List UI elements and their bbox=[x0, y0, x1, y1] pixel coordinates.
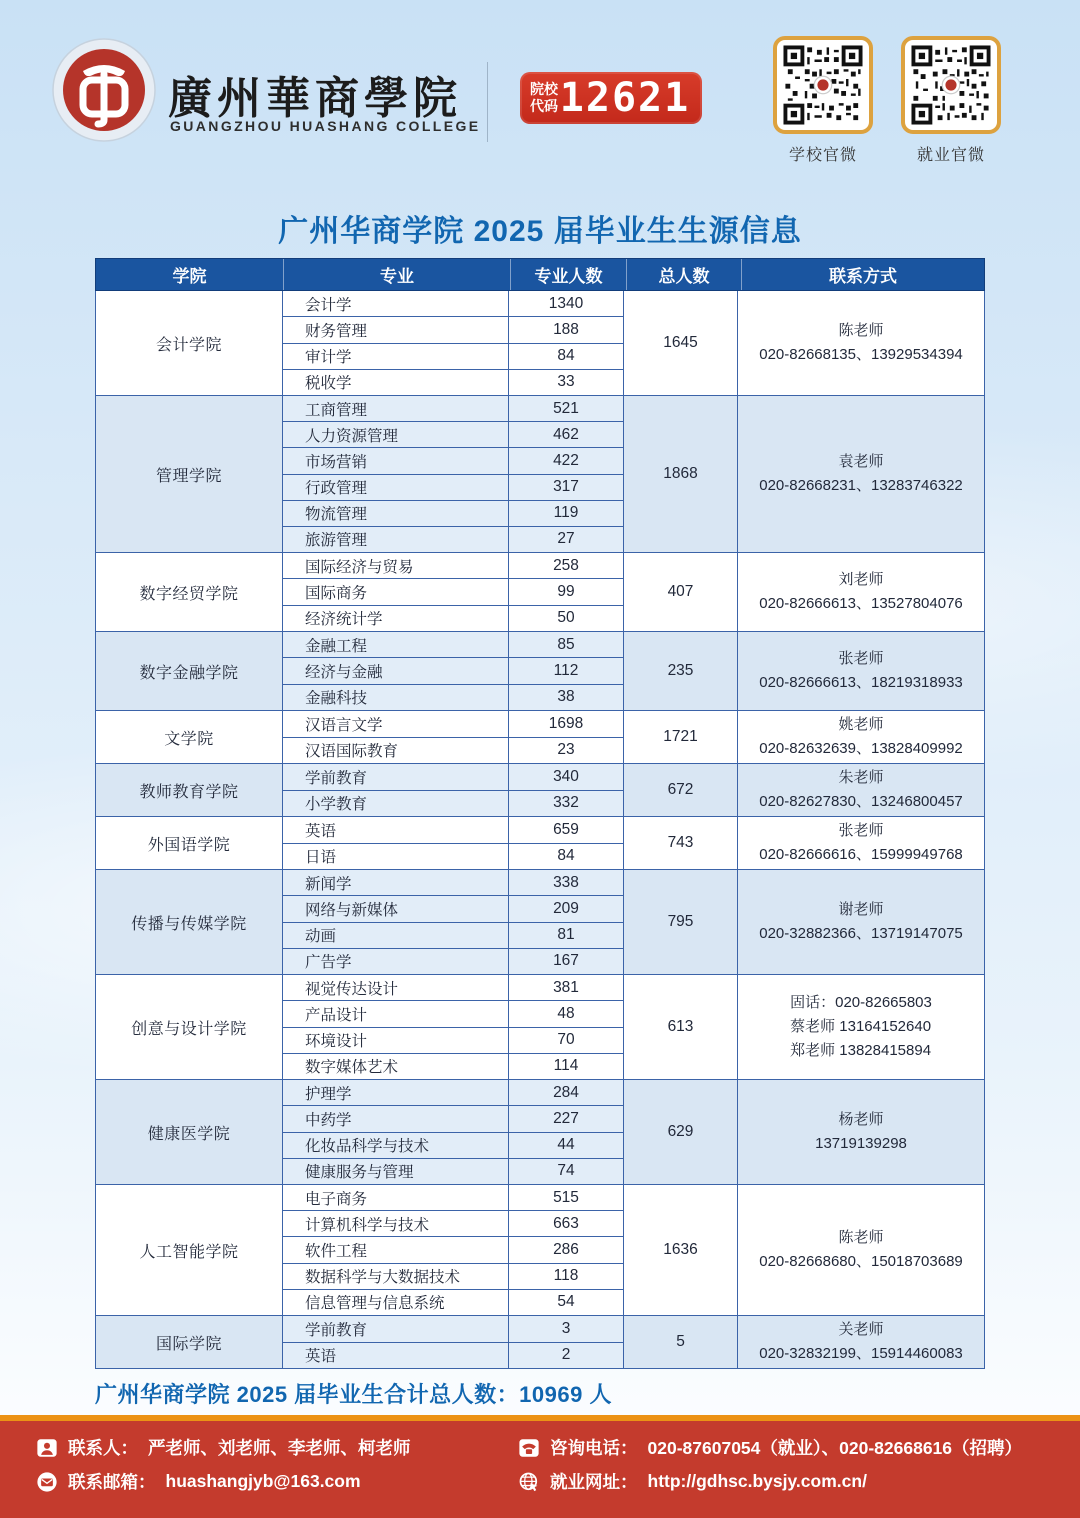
footer-website-value: http://gdhsc.bysjy.com.cn/ bbox=[647, 1471, 867, 1491]
major-count-cell: 74 bbox=[557, 1162, 575, 1180]
major-row bbox=[283, 553, 623, 578]
majors-subtable bbox=[283, 870, 624, 974]
globe-icon bbox=[518, 1471, 540, 1493]
total-count-cell: 1868 bbox=[624, 396, 738, 552]
footer-website-label: 就业网址： bbox=[550, 1472, 638, 1492]
college-name-cell: 数字金融学院 bbox=[96, 632, 283, 710]
major-name-cell: 经济与金融 bbox=[283, 658, 509, 683]
contact-cell bbox=[738, 396, 984, 552]
contact-line: 020-82666616、15999949768 bbox=[759, 846, 963, 863]
contact-line: 020-82666613、13527804076 bbox=[759, 595, 963, 612]
majors-subtable bbox=[283, 1185, 624, 1315]
major-count-cell: 422 bbox=[553, 451, 579, 469]
total-count-cell: 407 bbox=[624, 553, 738, 631]
major-name-cell: 健康服务与管理 bbox=[283, 1159, 509, 1184]
major-name-cell: 数据科学与大数据技术 bbox=[283, 1264, 509, 1289]
major-name-cell: 汉语国际教育 bbox=[283, 738, 509, 764]
major-name-cell: 广告学 bbox=[283, 949, 509, 974]
major-row bbox=[283, 870, 623, 895]
majors-subtable bbox=[283, 764, 624, 816]
major-name-cell: 会计学 bbox=[283, 291, 509, 316]
major-count-cell: 48 bbox=[557, 1004, 575, 1022]
total-count-cell: 5 bbox=[624, 1316, 738, 1368]
college-group-row bbox=[96, 1184, 984, 1315]
contact-line: 020-82666613、18219318933 bbox=[759, 674, 963, 691]
major-name-cell: 护理学 bbox=[283, 1080, 509, 1105]
college-name-cell: 人工智能学院 bbox=[96, 1185, 283, 1315]
footer-website-line bbox=[518, 1469, 1022, 1494]
major-name-cell: 财务管理 bbox=[283, 317, 509, 342]
major-row bbox=[283, 1158, 623, 1184]
major-row bbox=[283, 975, 623, 1000]
total-count-cell: 1636 bbox=[624, 1185, 738, 1315]
college-group-row bbox=[96, 816, 984, 869]
major-name-cell: 数字媒体艺术 bbox=[283, 1054, 509, 1079]
contact-line: 张老师 bbox=[838, 822, 884, 839]
major-count-cell: 167 bbox=[553, 952, 579, 970]
total-count-cell: 1645 bbox=[624, 291, 738, 395]
major-name-cell: 汉语言文学 bbox=[283, 711, 509, 737]
college-group-row bbox=[96, 710, 984, 763]
majors-subtable bbox=[283, 975, 624, 1079]
contact-lines bbox=[759, 713, 963, 761]
footer-left-column bbox=[36, 1435, 518, 1518]
major-row bbox=[283, 1105, 623, 1131]
contact-cell bbox=[738, 870, 984, 974]
total-count-cell: 235 bbox=[624, 632, 738, 710]
college-group-row bbox=[96, 763, 984, 816]
major-row bbox=[283, 1080, 623, 1105]
qr-job-label: 就业官微 bbox=[916, 147, 985, 164]
contact-line: 郑老师 13828415894 bbox=[790, 1042, 932, 1059]
college-name-cell: 管理学院 bbox=[96, 396, 283, 552]
footer-contacts-label: 联系人： bbox=[68, 1438, 138, 1458]
major-row bbox=[283, 291, 623, 316]
college-group-row bbox=[96, 1315, 984, 1368]
major-row bbox=[283, 1132, 623, 1158]
footer-phone-value: 020-87607054（就业）、020-82668616（招聘） bbox=[647, 1438, 1023, 1458]
contact-line: 刘老师 bbox=[838, 571, 884, 588]
total-count-cell: 672 bbox=[624, 764, 738, 816]
major-count-cell: 227 bbox=[553, 1109, 579, 1127]
major-name-cell: 环境设计 bbox=[283, 1028, 509, 1053]
college-name-zh: 廣州華商學院 bbox=[168, 74, 462, 123]
contact-lines bbox=[759, 766, 963, 814]
college-name-en: GUANGZHOU HUASHANG COLLEGE bbox=[170, 118, 481, 134]
major-count-cell: 338 bbox=[553, 873, 579, 891]
major-count-cell: 317 bbox=[553, 478, 579, 496]
major-count-cell: 286 bbox=[553, 1241, 579, 1258]
total-count-cell: 795 bbox=[624, 870, 738, 974]
major-row bbox=[283, 657, 623, 683]
table-header-cell: 总人数 bbox=[626, 259, 741, 290]
major-count-cell: 332 bbox=[553, 794, 579, 812]
contact-cell bbox=[738, 1080, 984, 1184]
table-header-cell: 联系方式 bbox=[741, 259, 984, 290]
major-row bbox=[283, 1236, 623, 1262]
major-name-cell: 审计学 bbox=[283, 344, 509, 369]
college-code-badge bbox=[520, 72, 702, 124]
major-count-cell: 70 bbox=[557, 1031, 575, 1049]
footer-right-column bbox=[518, 1435, 1022, 1518]
major-name-cell: 工商管理 bbox=[283, 396, 509, 421]
footer-bar bbox=[0, 1415, 1080, 1518]
major-name-cell: 电子商务 bbox=[283, 1185, 509, 1210]
college-name-cell: 数字经贸学院 bbox=[96, 553, 283, 631]
major-row bbox=[283, 1000, 623, 1026]
major-name-cell: 产品设计 bbox=[283, 1001, 509, 1026]
major-count-cell: 663 bbox=[553, 1214, 579, 1232]
major-row bbox=[283, 711, 623, 737]
major-row bbox=[283, 447, 623, 473]
major-row bbox=[283, 605, 623, 631]
source-info-table bbox=[95, 258, 985, 1369]
college-name-cell: 创意与设计学院 bbox=[96, 975, 283, 1079]
contact-line: 020-82632639、13828409992 bbox=[759, 740, 963, 757]
major-name-cell: 日语 bbox=[283, 844, 509, 870]
contact-cell bbox=[738, 632, 984, 710]
major-row bbox=[283, 843, 623, 870]
total-count-cell: 613 bbox=[624, 975, 738, 1079]
total-count-cell: 1721 bbox=[624, 711, 738, 763]
major-row bbox=[283, 684, 623, 710]
major-row bbox=[283, 737, 623, 764]
contact-line: 姚老师 bbox=[838, 716, 884, 733]
major-name-cell: 中药学 bbox=[283, 1106, 509, 1131]
major-name-cell: 旅游管理 bbox=[283, 527, 509, 552]
major-count-cell: 659 bbox=[553, 820, 579, 838]
contact-lines bbox=[759, 819, 963, 867]
contact-line: 13719139298 bbox=[815, 1135, 907, 1152]
major-name-cell: 化妆品科学与技术 bbox=[283, 1133, 509, 1158]
contact-card-icon bbox=[36, 1437, 58, 1459]
major-row bbox=[283, 1289, 623, 1315]
total-count-cell: 629 bbox=[624, 1080, 738, 1184]
contact-line: 020-82668680、15018703689 bbox=[759, 1253, 963, 1270]
contact-line: 朱老师 bbox=[838, 769, 884, 786]
college-name-cell: 教师教育学院 bbox=[96, 764, 283, 816]
total-count-cell: 743 bbox=[624, 817, 738, 869]
major-row bbox=[283, 817, 623, 843]
major-name-cell: 学前教育 bbox=[283, 1316, 509, 1342]
footer-email-label: 联系邮箱： bbox=[68, 1472, 156, 1492]
major-count-cell: 258 bbox=[553, 556, 579, 574]
major-row bbox=[283, 764, 623, 790]
major-name-cell: 金融工程 bbox=[283, 632, 509, 657]
major-row bbox=[283, 474, 623, 500]
college-code-value: 12621 bbox=[559, 75, 691, 121]
table-body bbox=[95, 291, 985, 1369]
college-group-row bbox=[96, 974, 984, 1079]
total-summary: 广州华商学院 2025 届毕业生合计总人数：10969 人 bbox=[95, 1382, 612, 1407]
college-name-cell: 外国语学院 bbox=[96, 817, 283, 869]
phone-icon bbox=[518, 1437, 540, 1459]
footer-email-value: huashangjyb@163.com bbox=[165, 1471, 361, 1491]
qr-school-label: 学校官微 bbox=[788, 147, 857, 164]
major-count-cell: 85 bbox=[557, 635, 575, 653]
contact-line: 关老师 bbox=[838, 1321, 884, 1338]
major-count-cell: 38 bbox=[557, 688, 575, 706]
major-row bbox=[283, 343, 623, 369]
majors-subtable bbox=[283, 1316, 624, 1368]
major-row bbox=[283, 421, 623, 447]
major-row bbox=[283, 632, 623, 657]
contact-lines bbox=[790, 991, 932, 1063]
contact-lines bbox=[759, 450, 963, 498]
major-name-cell: 人力资源管理 bbox=[283, 422, 509, 447]
page-title: 广州华商学院 2025 届毕业生生源信息 bbox=[278, 215, 802, 248]
major-name-cell: 英语 bbox=[283, 817, 509, 843]
major-count-cell: 99 bbox=[557, 582, 575, 600]
major-count-cell: 515 bbox=[553, 1188, 579, 1206]
contact-line: 蔡老师 13164152640 bbox=[790, 1018, 932, 1035]
major-name-cell: 经济统计学 bbox=[283, 606, 509, 631]
major-row bbox=[283, 1185, 623, 1210]
major-count-cell: 119 bbox=[553, 504, 579, 522]
majors-subtable bbox=[283, 396, 624, 552]
footer-contacts-value: 严老师、刘老师、李老师、柯老师 bbox=[148, 1438, 411, 1458]
contact-cell bbox=[738, 1316, 984, 1368]
contact-line: 谢老师 bbox=[838, 901, 884, 918]
major-row bbox=[283, 895, 623, 921]
major-count-cell: 209 bbox=[553, 899, 579, 917]
college-group-row bbox=[96, 395, 984, 552]
major-count-cell: 81 bbox=[557, 926, 575, 944]
major-row bbox=[283, 526, 623, 552]
major-row bbox=[283, 1027, 623, 1053]
major-row bbox=[283, 922, 623, 948]
major-count-cell: 1698 bbox=[548, 714, 584, 732]
footer-email-line bbox=[36, 1469, 518, 1494]
college-seal-logo bbox=[52, 38, 156, 142]
contact-line: 020-32832199、15914460083 bbox=[759, 1345, 963, 1362]
major-count-cell: 84 bbox=[557, 347, 575, 365]
major-count-cell: 54 bbox=[557, 1293, 575, 1311]
contact-lines bbox=[759, 647, 963, 695]
qr-school bbox=[773, 36, 873, 165]
major-row bbox=[283, 578, 623, 604]
major-count-cell: 84 bbox=[557, 847, 575, 865]
college-code-label: 院校 代码 bbox=[530, 80, 558, 114]
major-count-cell: 340 bbox=[553, 767, 579, 785]
college-name-cell: 文学院 bbox=[96, 711, 283, 763]
major-name-cell: 国际经济与贸易 bbox=[283, 553, 509, 578]
contact-cell bbox=[738, 553, 984, 631]
major-name-cell: 金融科技 bbox=[283, 685, 509, 710]
header bbox=[0, 0, 1080, 196]
contact-cell bbox=[738, 975, 984, 1079]
college-name-cell: 国际学院 bbox=[96, 1316, 283, 1368]
major-count-cell: 521 bbox=[553, 399, 579, 417]
major-count-cell: 1340 bbox=[548, 294, 584, 312]
major-name-cell: 国际商务 bbox=[283, 579, 509, 604]
major-name-cell: 英语 bbox=[283, 1343, 509, 1369]
college-name-cell: 会计学院 bbox=[96, 291, 283, 395]
major-row bbox=[283, 1316, 623, 1342]
contact-line: 020-82668135、13929534394 bbox=[759, 346, 963, 363]
college-group-row bbox=[96, 1079, 984, 1184]
major-count-cell: 2 bbox=[561, 1346, 571, 1364]
college-group-row bbox=[96, 552, 984, 631]
contact-lines bbox=[759, 898, 963, 946]
contact-lines bbox=[759, 1318, 963, 1366]
contact-cell bbox=[738, 291, 984, 395]
major-name-cell: 市场营销 bbox=[283, 448, 509, 473]
contact-cell bbox=[738, 764, 984, 816]
contact-cell bbox=[738, 1185, 984, 1315]
major-name-cell: 计算机科学与技术 bbox=[283, 1211, 509, 1236]
major-count-cell: 112 bbox=[553, 661, 579, 679]
footer-phone-label: 咨询电话： bbox=[550, 1438, 638, 1458]
major-count-cell: 188 bbox=[553, 320, 579, 338]
table-header-row bbox=[95, 258, 985, 291]
major-count-cell: 462 bbox=[553, 425, 579, 443]
college-group-row bbox=[96, 869, 984, 974]
majors-subtable bbox=[283, 1080, 624, 1184]
major-count-cell: 50 bbox=[557, 609, 575, 627]
major-row bbox=[283, 1210, 623, 1236]
major-name-cell: 软件工程 bbox=[283, 1237, 509, 1262]
contact-line: 陈老师 bbox=[838, 322, 884, 339]
college-name-cell: 传播与传媒学院 bbox=[96, 870, 283, 974]
major-row bbox=[283, 1342, 623, 1369]
contact-lines bbox=[759, 1226, 963, 1274]
footer-contacts-line bbox=[36, 1435, 518, 1460]
major-count-cell: 118 bbox=[553, 1267, 579, 1285]
major-name-cell: 新闻学 bbox=[283, 870, 509, 895]
table-header-cell: 学院 bbox=[172, 267, 207, 286]
major-row bbox=[283, 396, 623, 421]
college-group-row bbox=[96, 631, 984, 710]
footer-phone-line bbox=[518, 1435, 1022, 1460]
table-header-cell: 专业 bbox=[283, 259, 510, 290]
major-count-cell: 27 bbox=[557, 530, 575, 548]
majors-subtable bbox=[283, 632, 624, 710]
majors-subtable bbox=[283, 291, 624, 395]
contact-line: 固话：020-82665803 bbox=[790, 994, 932, 1011]
major-row bbox=[283, 790, 623, 817]
college-group-row bbox=[96, 291, 984, 395]
contact-line: 杨老师 bbox=[838, 1111, 884, 1128]
qr-job bbox=[901, 36, 1001, 165]
contact-line: 020-82668231、13283746322 bbox=[759, 477, 963, 494]
major-count-cell: 381 bbox=[553, 978, 579, 996]
major-row bbox=[283, 316, 623, 342]
major-name-cell: 动画 bbox=[283, 923, 509, 948]
major-row bbox=[283, 500, 623, 526]
major-name-cell: 小学教育 bbox=[283, 791, 509, 817]
major-name-cell: 网络与新媒体 bbox=[283, 896, 509, 921]
qr-job-code-image bbox=[901, 36, 1001, 134]
contact-lines bbox=[759, 319, 963, 367]
major-count-cell: 284 bbox=[553, 1083, 579, 1101]
majors-subtable bbox=[283, 817, 624, 869]
major-row bbox=[283, 948, 623, 974]
mail-icon bbox=[36, 1471, 58, 1493]
contact-lines bbox=[759, 568, 963, 616]
majors-subtable bbox=[283, 711, 624, 763]
contact-line: 陈老师 bbox=[838, 1229, 884, 1246]
college-name-cell: 健康医学院 bbox=[96, 1080, 283, 1184]
contact-line: 020-32882366、13719147075 bbox=[759, 925, 963, 942]
major-name-cell: 视觉传达设计 bbox=[283, 975, 509, 1000]
contact-cell bbox=[738, 817, 984, 869]
major-row bbox=[283, 369, 623, 395]
major-name-cell: 税收学 bbox=[283, 370, 509, 395]
majors-subtable bbox=[283, 553, 624, 631]
major-count-cell: 33 bbox=[557, 373, 575, 391]
table-header-cell: 专业人数 bbox=[510, 259, 626, 290]
major-name-cell: 行政管理 bbox=[283, 475, 509, 500]
major-count-cell: 23 bbox=[557, 741, 575, 759]
contact-lines bbox=[815, 1108, 907, 1156]
major-row bbox=[283, 1263, 623, 1289]
contact-line: 020-82627830、13246800457 bbox=[759, 793, 963, 810]
major-name-cell: 物流管理 bbox=[283, 501, 509, 526]
contact-cell bbox=[738, 711, 984, 763]
header-divider bbox=[487, 62, 488, 142]
major-count-cell: 114 bbox=[553, 1057, 579, 1075]
contact-line: 张老师 bbox=[838, 650, 884, 667]
contact-line: 袁老师 bbox=[838, 453, 884, 470]
major-name-cell: 信息管理与信息系统 bbox=[283, 1290, 509, 1315]
major-count-cell: 3 bbox=[561, 1319, 571, 1337]
major-row bbox=[283, 1053, 623, 1079]
qr-school-code-image bbox=[773, 36, 873, 134]
major-count-cell: 44 bbox=[557, 1136, 575, 1154]
major-name-cell: 学前教育 bbox=[283, 764, 509, 790]
